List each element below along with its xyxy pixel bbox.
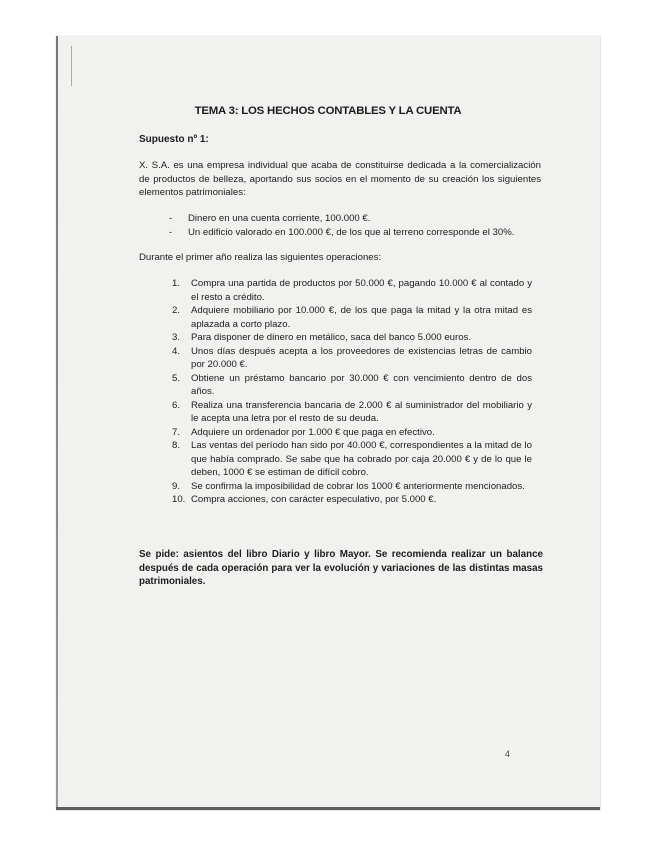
list-item-text: Dinero en una cuenta corriente, 100.000 €.: [188, 213, 371, 224]
operation-number: 7.: [172, 426, 181, 438]
operation-item: [172, 493, 532, 507]
page-bottom-edge: [56, 807, 600, 810]
operation-item: [172, 345, 532, 372]
operation-item: [172, 331, 532, 345]
operation-text: Realiza una transferencia bancaria de 2.000 € al suministrador del mobiliario y le acepta una letra por el resto de su deuda.: [191, 399, 532, 424]
bullet-dash: -: [169, 213, 173, 224]
operation-number: 9.: [172, 480, 181, 492]
document-title: TEMA 3: LOS HECHOS CONTABLES Y LA CUENTA: [194, 105, 462, 117]
operation-text: Compra una partida de productos por 50.000 €, pagando 10.000 € al contado y el resto a crédito.: [191, 278, 532, 303]
operation-number: 3.: [172, 332, 181, 343]
operation-item: [172, 439, 532, 480]
operation-item: [172, 277, 532, 304]
operation-item: [172, 480, 532, 494]
list-item: [169, 226, 559, 240]
page-number: 4: [505, 749, 511, 759]
operation-number: 5.: [172, 372, 181, 384]
operation-text: Obtiene un préstamo bancario por 30.000 € con vencimiento dentro de dos años.: [191, 372, 532, 397]
operation-number: 4.: [172, 345, 181, 357]
operation-item: [172, 304, 532, 331]
punch-mark: [71, 46, 72, 86]
intro-paragraph: X. S.A. es una empresa individual que acaba de constituirse dedicada a la comercialización de productos de belleza, aportando sus socios en el momento de su creación los siguientes elementos patrimoniales:: [139, 160, 541, 198]
operation-item: [172, 399, 532, 426]
operation-number: 2.: [172, 305, 181, 316]
page-left-edge: [56, 36, 58, 810]
operations-list: [172, 277, 532, 507]
operation-item: [172, 372, 532, 399]
operation-text: Adquiere mobiliario por 10.000 €, de los que paga la mitad y la otra mitad es aplazada a corto plazo.: [191, 305, 532, 330]
contributions-list: [169, 212, 559, 239]
operation-number: 1.: [172, 278, 181, 289]
operation-text: Compra acciones, con carácter especulativo, por 5.000 €.: [191, 494, 437, 505]
list-item-text: Un edificio valorado en 100.000 €, de los que al terreno corresponde el 30%.: [188, 226, 515, 238]
operation-text: Se confirma la imposibilidad de cobrar los 1000 € anteriormente mencionados.: [191, 480, 525, 492]
document-page: [56, 36, 600, 810]
list-item: [169, 212, 559, 226]
operation-number: 8.: [172, 440, 181, 451]
operation-text: Unos días después acepta a los proveedores de existencias letras de cambio por 20.000 €.: [191, 345, 532, 370]
bullet-dash: -: [169, 226, 173, 238]
operation-text: Las ventas del período han sido por 40.000 €, correspondientes a la mitad de lo que había comprado. Se sabe que ha cobrado por caja 20.000 € y de lo que le deben, 1000 € se estiman de difícil cobro.: [191, 440, 532, 478]
request-paragraph: Se pide: asientos del libro Diario y libro Mayor. Se recomienda realizar un balance después de cada operación para ver la evolución y variaciones de las distintas masas patrimoniales.: [139, 549, 543, 587]
operation-number: 6.: [172, 399, 181, 411]
operation-text: Para disponer de dinero en metálico, saca del banco 5.000 euros.: [191, 332, 471, 343]
operation-text: Adquiere un ordenador por 1.000 € que paga en efectivo.: [191, 426, 435, 438]
supuesto-heading: Supuesto nº 1:: [139, 134, 209, 145]
operations-intro: Durante el primer año realiza las siguientes operaciones:: [139, 252, 382, 263]
operation-number: 10.: [172, 494, 186, 505]
operation-item: [172, 426, 532, 440]
